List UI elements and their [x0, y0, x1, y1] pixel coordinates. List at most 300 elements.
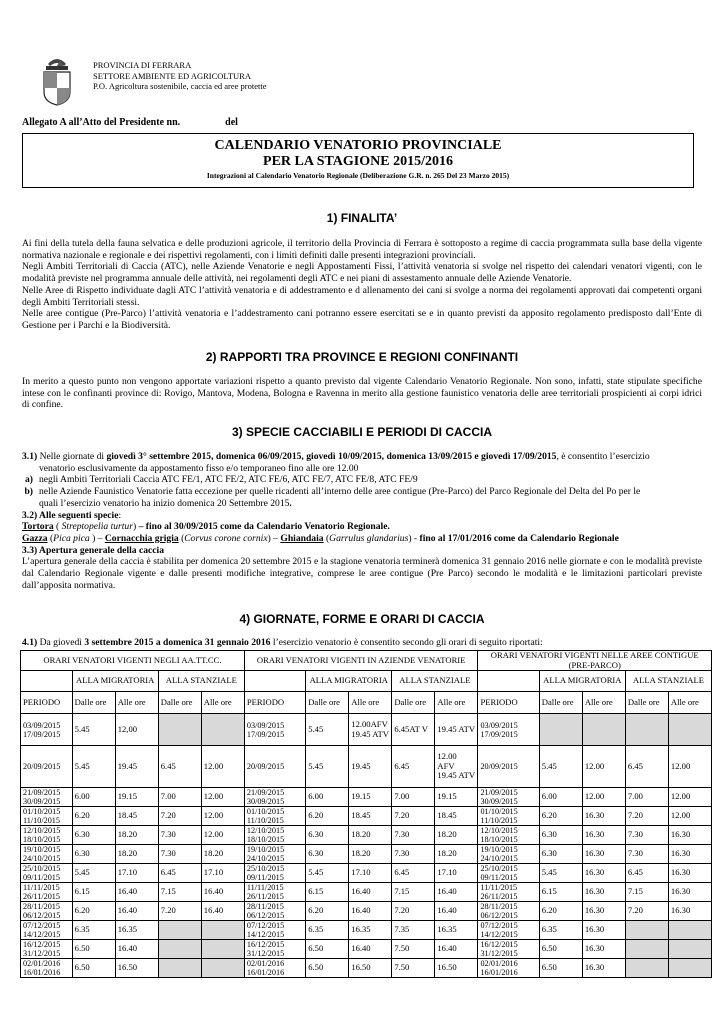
time-cell: 7.50 [392, 959, 435, 978]
time-cell: 6.30 [72, 826, 115, 845]
gazza-scientific: Pica pica [53, 532, 90, 544]
period-start: 02/01/2016 [480, 959, 518, 968]
period-cell [478, 826, 539, 845]
col-dalle-2: Dalle ore [158, 692, 201, 714]
p41-number: 4.1) [22, 637, 38, 648]
time-cell: 16.30 [582, 921, 625, 940]
period-start: 11/11/2015 [246, 883, 284, 892]
period-end: 06/12/2015 [480, 911, 518, 920]
paragraph-4-1 [22, 637, 702, 649]
period-start: 12/10/2015 [246, 826, 285, 835]
time-cell: 16.35 [115, 921, 158, 940]
time-cell: 6.35 [72, 921, 115, 940]
time-cell: 12.00 [668, 788, 711, 807]
period-start: 19/10/2015 [23, 845, 61, 854]
group-header-aziende: ORARI VENATORI VIGENTI IN AZIENDE VENATORIE [244, 651, 478, 671]
time-cell: 6.45AT V [392, 714, 435, 746]
period-end: 14/12/2015 [23, 930, 61, 939]
col-periodo-2: PERIODO [244, 692, 305, 714]
period-cell [21, 940, 73, 959]
time-cell: 6.30 [306, 826, 349, 845]
col-periodo-1: PERIODO [21, 692, 73, 714]
time-cell [158, 959, 201, 978]
list-text-b: nelle Aziende Faunistico Venatorie fatta eccezione per quelle ricadenti all’interno delle aree contigue (Pre-Parco) del Parco Regionale del Delta del Po per le [39, 486, 641, 498]
subheader-migratoria-1: ALLA MIGRATORIA [72, 671, 158, 692]
period-cell [478, 959, 539, 978]
period-start: 20/09/2015 [246, 762, 285, 771]
period-start: 20/09/2015 [23, 762, 61, 771]
col-dalle-4: Dalle ore [392, 692, 435, 714]
period-cell [244, 921, 305, 940]
period-end: 24/10/2015 [246, 854, 285, 863]
period-cell [478, 845, 539, 864]
time-cell: 16.30 [668, 883, 711, 902]
header-line-3: P.O. Agricoltura sostenibile, caccia ed aree protette [93, 81, 267, 91]
time-cell: 5.45 [72, 864, 115, 883]
period-cell [244, 807, 305, 826]
period-start: 16/12/2015 [480, 940, 518, 949]
time-cell: 16.30 [668, 826, 711, 845]
time-cell: 6.35 [539, 921, 582, 940]
period-start: 16/12/2015 [246, 940, 285, 949]
list-item-b [22, 486, 702, 498]
period-start: 25/10/2015 [246, 864, 285, 873]
period-end: 11/10/2015 [246, 816, 284, 825]
time-cell: 19.45 [115, 746, 158, 788]
tortora-rest: – fino al 30/09/2015 come da Calendario Venatorio Regionale. [136, 521, 390, 533]
table-row [21, 921, 712, 940]
time-cell: 5.45 [72, 746, 115, 788]
time-cell [539, 714, 582, 746]
time-cell: 7.20 [158, 902, 201, 921]
p31-text-a: Nelle giornate di [37, 451, 107, 462]
cornacchia-scientific: Corvus corone cornix [184, 532, 268, 544]
table-row [21, 826, 712, 845]
period-cell [21, 714, 73, 746]
time-cell [201, 714, 244, 746]
period-cell [21, 746, 73, 788]
period-start: 28/11/2015 [23, 902, 60, 911]
period-cell [478, 940, 539, 959]
subheader-stanziale-1: ALLA STANZIALE [158, 671, 244, 692]
time-cell: 16.30 [582, 902, 625, 921]
time-cell: 7.20 [625, 902, 668, 921]
period-start: 25/10/2015 [480, 864, 518, 873]
time-cell: 16.30 [668, 845, 711, 864]
section-2-paragraph-1: In merito a questo punto non vengono apportate variazioni rispetto a quanto previsto dal vigente Calendario Venatorio Regionale. Non sono, infatti, state stipulate specifiche intese con le confinanti province di: Rovigo, Mantova, Modena, Bologna e Ravenna in merito alla gestione faunistico venatoria delle aree territoriali prospicienti ai corpi idrici di confine. [22, 376, 702, 411]
time-cell: 7.20 [158, 807, 201, 826]
section-1-paragraph-2: Negli Ambiti Territoriali di Caccia (ATC), nelle Aziende Venatorie e negli Appostamenti Fissi, l’attività venatoria si svolge nel rispetto dei calendari venatori vigenti, con le modalità previste nel programma annuale delle attività, nei regolamenti degli ATC e nei piani di assestamento annuale delle Aziende Venatorie. [22, 261, 702, 285]
table-row [21, 788, 712, 807]
time-cell: 5.45 [72, 714, 115, 746]
period-start: 19/10/2015 [246, 845, 285, 854]
time-cell: 16.30 [668, 902, 711, 921]
title-line-2: PER LA STAGIONE 2015/2016 [263, 154, 453, 169]
header-line-2: SETTORE AMBIENTE ED AGRICOLTURA [93, 70, 251, 81]
period-cell [244, 902, 305, 921]
table-row [21, 714, 712, 746]
gazza-name: Gazza [22, 532, 48, 544]
section-1-heading: 1) FINALITA’ [326, 211, 398, 225]
table-row [21, 864, 712, 883]
time-cell: 18.20 [349, 826, 392, 845]
period-cell [21, 883, 73, 902]
period-end: 14/12/2015 [246, 930, 285, 939]
time-cell: 12,00 [115, 714, 158, 746]
time-cell [668, 921, 711, 940]
period-start: 02/01/2016 [23, 959, 61, 968]
time-cell [625, 921, 668, 940]
time-cell: 6.30 [306, 845, 349, 864]
period-end: 30/09/2015 [246, 797, 285, 806]
time-cell: 12.00 [582, 746, 625, 788]
period-end: 09/11/2015 [23, 873, 60, 882]
col-alle-1: Alle ore [115, 692, 158, 714]
table-row [21, 845, 712, 864]
time-cell: 19.45 ATV [435, 714, 478, 746]
period-end: 18/10/2015 [23, 835, 61, 844]
period-start: 07/12/2015 [246, 921, 285, 930]
period-start: 11/11/2015 [480, 883, 518, 892]
time-cell: 6.45 [392, 864, 435, 883]
hunting-hours-table [20, 650, 712, 978]
period-cell [21, 845, 73, 864]
period-cell [244, 959, 305, 978]
period-start: 12/10/2015 [23, 826, 61, 835]
time-cell [158, 714, 201, 746]
time-cell: 7.15 [158, 883, 201, 902]
section-1-body [22, 238, 702, 332]
time-cell: 17.10 [115, 864, 158, 883]
time-cell [625, 714, 668, 746]
time-cell: 18.20 [435, 826, 478, 845]
period-end: 26/11/2015 [246, 892, 284, 901]
time-cell: 12.00 [201, 807, 244, 826]
period-cell [478, 807, 539, 826]
section-1-paragraph-4: Nelle aree contigue (Pre-Parco) l’attività venatoria e l’addestramento cani potranno essere esercitati se e in quanto previsti da apposito regolamento predisposto dall’Ente di Gestione per i Parchi e la Biodiversità. [22, 308, 702, 331]
section-3-heading: 3) SPECIE CACCIABILI E PERIODI DI CACCIA [231, 425, 493, 439]
p32-colon: : [118, 509, 122, 521]
period-cell [244, 864, 305, 883]
period-end: 16/01/2016 [23, 968, 61, 977]
title-box [22, 133, 694, 188]
time-cell: 16.50 [115, 959, 158, 978]
list-label-b: b) [24, 486, 33, 498]
period-end: 17/09/2015 [246, 729, 285, 739]
period-start: 01/10/2015 [246, 807, 285, 816]
p41-dates: 3 settembre 2015 a domenica 31 gennaio 2016 [84, 637, 271, 648]
table-row [21, 746, 712, 788]
time-cell: 16.40 [349, 902, 392, 921]
cornacchia-name: Cornacchia grigia [104, 532, 179, 544]
period-end: 31/12/2015 [480, 949, 518, 958]
time-cell: 18.20 [201, 845, 244, 864]
time-cell: 7.15 [392, 883, 435, 902]
time-cell: 6.45 [392, 746, 435, 788]
period-end: 09/11/2015 [480, 873, 518, 882]
time-cell [625, 959, 668, 978]
tortora-name: Tortora [22, 521, 54, 533]
time-cell: 7.30 [625, 826, 668, 845]
col-alle-6: Alle ore [668, 692, 711, 714]
time-cell: 6.50 [306, 959, 349, 978]
time-cell: 6.50 [539, 959, 582, 978]
period-start: 07/12/2015 [480, 921, 518, 930]
list-text-b-2: quali l’esercizio venatorio ha inizio domenica 20 Settembre 2015 [39, 497, 290, 509]
p31-number: 3.1) [22, 451, 38, 462]
time-cell: 6.20 [72, 807, 115, 826]
time-cell: 6.20 [72, 902, 115, 921]
time-cell: 7.20 [392, 807, 435, 826]
period-end: 11/10/2015 [23, 816, 60, 825]
section-1-paragraph-3: Nelle Aree di Rispetto individuate dagli ATC l’attività venatoria e di addestramento e d allenamento dei cani si svolge a norma dei regolamenti approvati dai competenti organi degli Ambiti Territoriali stessi. [22, 284, 702, 308]
time-cell: 6.20 [306, 807, 349, 826]
time-cell: 16.40 [435, 883, 478, 902]
time-cell [158, 921, 201, 940]
time-cell: 6.15 [539, 883, 582, 902]
paragraph-3-3-text: L’apertura generale della caccia è stabilita per domenica 20 settembre 2015 e la stagione venatoria terminerà domenica 31 gennaio 2016 nelle giornate e con le modalità previste dal Calendario Regionale vigente e dalle presenti modifiche integrative, comprese le aree contigue (Pre Parco) secondo le modalità e le limitazioni particolari previste dall’apposita normativa. [22, 556, 702, 591]
time-cell: 16.30 [582, 864, 625, 883]
period-cell [244, 714, 305, 746]
subheader-migratoria-3: ALLA MIGRATORIA [539, 671, 625, 692]
col-alle-4: Alle ore [435, 692, 478, 714]
period-cell [244, 940, 305, 959]
allegato-line: Allegato A all’Atto del Presidente nn. del [22, 117, 238, 128]
time-cell: 6.20 [539, 902, 582, 921]
time-cell: 12.00AFV 19.45 ATV [349, 714, 392, 746]
period-cell [478, 902, 539, 921]
paragraph-3-1 [22, 451, 702, 463]
time-cell: 7.00 [158, 788, 201, 807]
time-cell: 5.45 [306, 714, 349, 746]
time-cell: 16.50 [349, 959, 392, 978]
time-cell: 16.40 [201, 883, 244, 902]
period-start: 07/12/2015 [23, 921, 61, 930]
table-column-header-row [21, 692, 712, 714]
period-cell [21, 864, 73, 883]
time-cell: 6.00 [539, 788, 582, 807]
period-end: 31/12/2015 [246, 949, 285, 958]
time-cell: 16.40 [115, 940, 158, 959]
section-3-body [22, 451, 702, 591]
paragraph-3-3-heading: 3.3) Apertura generale della caccia [22, 544, 164, 556]
period-cell [244, 746, 305, 788]
time-cell: 17.10 [349, 864, 392, 883]
tortora-scientific: Streptopelia turtur [61, 521, 133, 533]
table-subgroup-row [21, 671, 712, 692]
section-1-paragraph-1: Ai fini della tutela della fauna selvatica e delle produzioni agricole, il territorio della Provincia di Ferrara è sottoposto a regime di caccia programmata sulla base della vigente normativa nazionale e regionale e dei rispettivi regolamenti, con i limiti definiti dalle presenti integrazioni provinciali. [22, 238, 702, 261]
col-dalle-3: Dalle ore [306, 692, 349, 714]
period-start: 28/11/2015 [246, 902, 284, 911]
time-cell: 6.20 [539, 807, 582, 826]
office-header [93, 60, 266, 92]
time-cell: 6.45 [625, 864, 668, 883]
time-cell: 6.15 [306, 883, 349, 902]
time-cell: 12.00 [582, 788, 625, 807]
period-cell [478, 864, 539, 883]
time-cell: 16.35 [435, 921, 478, 940]
time-cell: 16.30 [582, 883, 625, 902]
time-cell [625, 940, 668, 959]
time-cell [668, 714, 711, 746]
period-start: 01/10/2015 [480, 807, 518, 816]
subheader-stanziale-2: ALLA STANZIALE [392, 671, 478, 692]
table-group-header-row [21, 651, 712, 671]
col-alle-5: Alle ore [582, 692, 625, 714]
time-cell [582, 714, 625, 746]
period-end: 26/11/2015 [23, 892, 60, 901]
period-cell [478, 746, 539, 788]
time-cell [201, 959, 244, 978]
period-cell [21, 788, 73, 807]
ghiandaia-scientific: Garrulus glandarius [329, 532, 409, 544]
period-cell [21, 826, 73, 845]
time-cell: 5.45 [539, 864, 582, 883]
period-end: 06/12/2015 [23, 911, 61, 920]
period-cell [478, 921, 539, 940]
period-start: 25/10/2015 [23, 864, 61, 873]
period-cell [244, 826, 305, 845]
period-end: 26/11/2015 [480, 892, 518, 901]
time-cell: 16.35 [349, 921, 392, 940]
time-cell: 17.10 [201, 864, 244, 883]
period-start: 03/09/2015 [246, 720, 285, 730]
header-line-1: PROVINCIA DI FERRARA [93, 60, 192, 70]
time-cell [201, 921, 244, 940]
period-start: 12/10/2015 [480, 826, 518, 835]
period-start: 19/10/2015 [480, 845, 518, 854]
col-periodo-3: PERIODO [478, 692, 539, 714]
tortora-line: Tortora ( Streptopelia turtur) – fino al 30/09/2015 come da Calendario Venatorio Regionale. [22, 521, 390, 533]
period-cell [478, 788, 539, 807]
time-cell: 6.00 [72, 788, 115, 807]
time-cell: 7.00 [392, 788, 435, 807]
period-cell [21, 902, 73, 921]
title-line-1: CALENDARIO VENATORIO PROVINCIALE [214, 138, 502, 153]
time-cell: 18.20 [115, 845, 158, 864]
time-cell: 5.45 [306, 864, 349, 883]
time-cell: 18.20 [435, 845, 478, 864]
time-cell: 16.50 [435, 959, 478, 978]
time-cell: 16.30 [582, 807, 625, 826]
period-end: 14/12/2015 [480, 930, 518, 939]
time-cell: 6.00 [306, 788, 349, 807]
time-cell [668, 959, 711, 978]
time-cell: 12.00 [668, 807, 711, 826]
time-cell: 6.35 [306, 921, 349, 940]
period-start: 03/09/2015 [23, 720, 61, 730]
time-cell: 16.40 [201, 902, 244, 921]
period-cell [478, 714, 539, 746]
paragraph-3-2 [22, 510, 702, 522]
time-cell: 6.30 [539, 845, 582, 864]
list-text-b-end: . [289, 497, 292, 509]
list-label-a: a) [25, 474, 33, 486]
time-cell: 7.15 [625, 883, 668, 902]
time-cell: 16.40 [115, 883, 158, 902]
period-cell [244, 845, 305, 864]
period-start: 01/10/2015 [23, 807, 61, 816]
group-header-atc: ORARI VENATORI VIGENTI NEGLI AA.TT.CC. [21, 651, 245, 671]
col-alle-3: Alle ore [349, 692, 392, 714]
time-cell: 16.40 [115, 902, 158, 921]
time-cell: 16.30 [582, 940, 625, 959]
time-cell: 16.40 [435, 940, 478, 959]
time-cell: 19.15 [435, 788, 478, 807]
time-cell: 6.30 [539, 826, 582, 845]
time-cell: 7.30 [392, 845, 435, 864]
period-cell [244, 788, 305, 807]
time-cell: 6.50 [72, 940, 115, 959]
period-start: 03/09/2015 [480, 720, 518, 730]
time-cell: 19.45 [349, 746, 392, 788]
time-cell: 16.40 [349, 940, 392, 959]
period-start: 02/01/2016 [246, 959, 285, 968]
ghiandaia-name: Ghiandaia [280, 532, 324, 544]
period-start: 21/09/2015 [23, 788, 61, 797]
time-cell: 12.00 [201, 788, 244, 807]
p41-text-c: l’esercizio venatorio è consentito secondo gli orari di seguito riportati: [270, 637, 543, 648]
time-cell: 12.00 [668, 746, 711, 788]
period-cell [21, 959, 73, 978]
period-end: 06/12/2015 [246, 911, 285, 920]
time-cell: 7.30 [625, 845, 668, 864]
time-cell: 6.50 [306, 940, 349, 959]
period-end: 16/01/2016 [480, 968, 518, 977]
table-row [21, 902, 712, 921]
list-item-a [22, 474, 702, 486]
section-2-heading: 2) RAPPORTI TRA PROVINCE E REGIONI CONFINANTI [205, 350, 519, 364]
table-row [21, 959, 712, 978]
period-cell [244, 883, 305, 902]
gazza-ghiandaia-rest: fino al 17/01/2016 come da Calendario Regionale [419, 532, 619, 544]
time-cell [158, 940, 201, 959]
time-cell: 18.45 [115, 807, 158, 826]
group-header-pre-parco: ORARI VENATORI VIGENTI NELLE AREE CONTIGUE (PRE-PARCO) [478, 651, 712, 671]
time-cell: 19.15 [349, 788, 392, 807]
period-end: 24/10/2015 [23, 854, 61, 863]
period-cell [21, 807, 73, 826]
p31-continuation: venatorio esclusivamente da appostamento fisso e/o temporaneo fino alle ore 12.00 [39, 462, 359, 474]
col-dalle-1: Dalle ore [72, 692, 115, 714]
time-cell: 18.45 [435, 807, 478, 826]
time-cell: 16.30 [582, 959, 625, 978]
time-cell: 16.30 [668, 864, 711, 883]
time-cell: 7.20 [392, 902, 435, 921]
col-alle-2: Alle ore [201, 692, 244, 714]
time-cell: 7.30 [158, 845, 201, 864]
period-end: 30/09/2015 [480, 797, 518, 806]
p31-dates: giovedì 3° settembre 2015, domenica 06/09/2015, giovedì 10/09/2015, domenica 13/09/2015 e giovedì 17/09/2015 [106, 451, 557, 462]
provincia-crest-logo [40, 52, 74, 106]
period-end: 31/12/2015 [23, 949, 61, 958]
subheader-migratoria-2: ALLA MIGRATORIA [306, 671, 392, 692]
list-text-a: negli Ambiti Territoriali Caccia ATC FE/1, ATC FE/2, ATC FE/6, ATC FE/7, ATC FE/8, ATC FE/9 [39, 474, 418, 486]
p32-heading: 3.2) Alle seguenti specie [22, 509, 119, 521]
time-cell: 6.50 [539, 940, 582, 959]
table-row [21, 883, 712, 902]
time-cell: 16.40 [435, 902, 478, 921]
time-cell: 17.10 [435, 864, 478, 883]
time-cell: 6.30 [72, 845, 115, 864]
period-end: 18/10/2015 [480, 835, 518, 844]
col-dalle-5: Dalle ore [539, 692, 582, 714]
time-cell: 6.50 [72, 959, 115, 978]
period-start: 11/11/2015 [23, 883, 60, 892]
time-cell: 7.35 [392, 921, 435, 940]
period-end: 24/10/2015 [480, 854, 518, 863]
time-cell: 16.30 [582, 826, 625, 845]
